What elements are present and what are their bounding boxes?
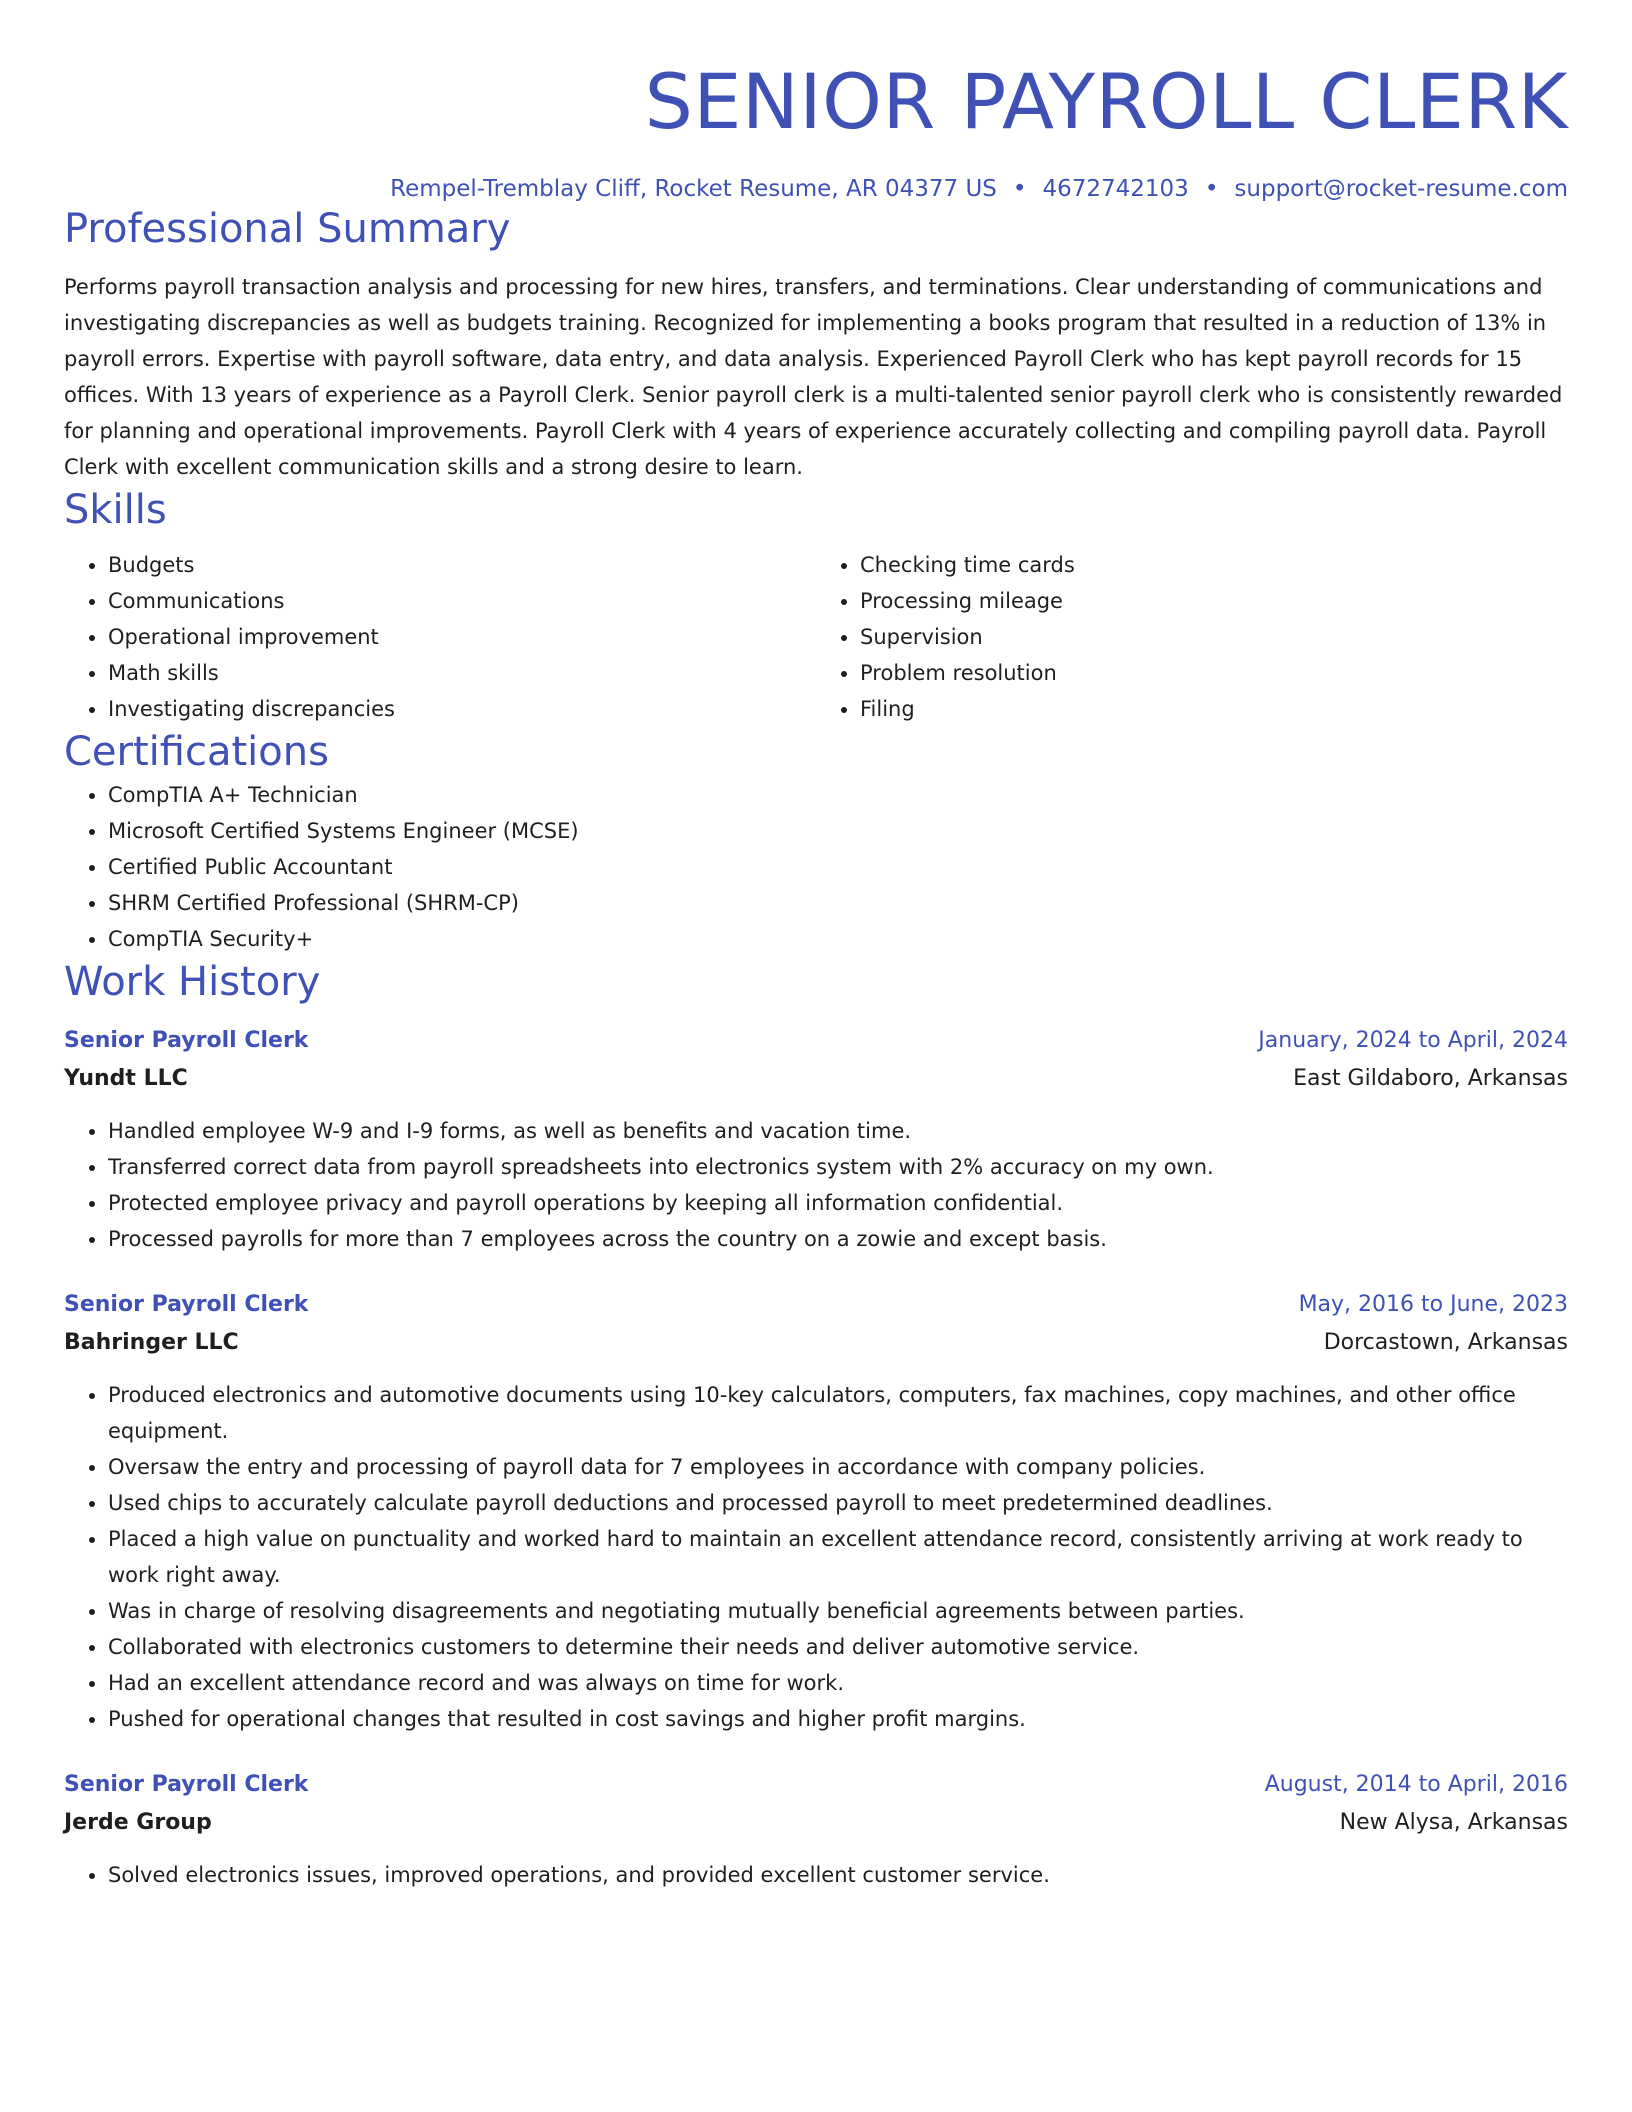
job-bullet: • Produced electronics and automotive documents using 10-key calculators, computers, fax machines, copy machines, and other office equipment.: [108, 1377, 1568, 1449]
job-title: Senior Payroll Clerk: [64, 1292, 309, 1317]
job-bullets: [64, 1377, 1568, 1737]
contact-email[interactable]: support@rocket-resume.com: [1234, 176, 1568, 202]
job-entry: [64, 1023, 1568, 1257]
skill-item: • Problem resolution: [860, 655, 1568, 691]
job-bullets: [64, 1857, 1568, 1893]
job-bullets: [64, 1113, 1568, 1257]
skills-column-left: [64, 547, 816, 727]
job-dates: August, 2014 to April, 2016: [1264, 1772, 1568, 1797]
job-location: New Alysa, Arkansas: [1339, 1810, 1568, 1835]
skill-item: • Investigating discrepancies: [108, 691, 816, 727]
skill-item: • Budgets: [108, 547, 816, 583]
job-bullet: • Solved electronics issues, improved operations, and provided excellent customer service.: [108, 1857, 1568, 1893]
job-dates: January, 2024 to April, 2024: [1258, 1028, 1568, 1053]
resume-title: SENIOR PAYROLL CLERK: [644, 57, 1568, 146]
job-company-row: [64, 1323, 1568, 1363]
job-dates: May, 2016 to June, 2023: [1298, 1292, 1568, 1317]
job-bullet: • Had an excellent attendance record and was always on time for work.: [108, 1665, 1568, 1701]
job-title: Senior Payroll Clerk: [64, 1028, 309, 1053]
job-bullet: • Transferred correct data from payroll spreadsheets into electronics system with 2% accuracy on my own.: [108, 1149, 1568, 1185]
certification-item: • CompTIA Security+: [108, 921, 1568, 957]
contact-line: [64, 174, 1568, 204]
certifications-heading: Certifications: [64, 729, 329, 775]
job-company: Yundt LLC: [64, 1066, 188, 1091]
contact-phone[interactable]: 4672742103: [1042, 176, 1189, 202]
summary-heading: Professional Summary: [64, 206, 511, 252]
skills-list: [64, 547, 1568, 727]
job-bullet: • Placed a high value on punctuality and worked hard to maintain an excellent attendance record, consistently arriving at work ready to work right away.: [108, 1521, 1568, 1593]
skills-column-right: [816, 547, 1568, 727]
contact-separator: •: [1012, 176, 1027, 202]
job-location: Dorcastown, Arkansas: [1323, 1330, 1568, 1355]
job-bullet: • Protected employee privacy and payroll operations by keeping all information confidential.: [108, 1185, 1568, 1221]
job-header-row: [64, 1023, 1568, 1059]
job-entry: [64, 1767, 1568, 1893]
job-bullet: • Pushed for operational changes that resulted in cost savings and higher profit margins.: [108, 1701, 1568, 1737]
certification-item: • Certified Public Accountant: [108, 849, 1568, 885]
job-header-row: [64, 1287, 1568, 1323]
skill-item: • Operational improvement: [108, 619, 816, 655]
skill-item: • Checking time cards: [860, 547, 1568, 583]
certifications-list: [64, 777, 1568, 957]
resume-page: [64, 0, 1568, 2112]
certification-item: • Microsoft Certified Systems Engineer (MCSE): [108, 813, 1568, 849]
job-title: Senior Payroll Clerk: [64, 1772, 309, 1797]
skill-item: • Communications: [108, 583, 816, 619]
job-bullet: • Handled employee W-9 and I-9 forms, as well as benefits and vacation time.: [108, 1113, 1568, 1149]
job-bullet: • Was in charge of resolving disagreements and negotiating mutually beneficial agreements between parties.: [108, 1593, 1568, 1629]
skill-item: • Processing mileage: [860, 583, 1568, 619]
job-entry: [64, 1287, 1568, 1737]
job-bullet: • Collaborated with electronics customers to determine their needs and deliver automotive service.: [108, 1629, 1568, 1665]
job-company-row: [64, 1803, 1568, 1843]
skills-heading: Skills: [64, 487, 167, 533]
contact-address: Rempel-Tremblay Cliff, Rocket Resume, AR 04377 US: [390, 176, 997, 202]
work-history-heading: Work History: [64, 959, 321, 1005]
job-company: Jerde Group: [64, 1810, 212, 1835]
skill-item: • Math skills: [108, 655, 816, 691]
job-company-row: [64, 1059, 1568, 1099]
job-bullet: • Oversaw the entry and processing of payroll data for 7 employees in accordance with company policies.: [108, 1449, 1568, 1485]
job-header-row: [64, 1767, 1568, 1803]
job-bullet: • Used chips to accurately calculate payroll deductions and processed payroll to meet predetermined deadlines.: [108, 1485, 1568, 1521]
job-location: East Gildaboro, Arkansas: [1293, 1066, 1568, 1091]
contact-separator: •: [1204, 176, 1219, 202]
certification-item: • SHRM Certified Professional (SHRM-CP): [108, 885, 1568, 921]
summary-text: Performs payroll transaction analysis and processing for new hires, transfers, and terminations. Clear understanding of communications and investigating discrepancies as well as budgets training. Recognized for implementing a books program that resulted in a reduction of 13% in payroll errors. Expertise with payroll software, data entry, and data analysis. Experienced Payroll Clerk who has kept payroll records for 15 offices. With 13 years of experience as a Payroll Clerk. Senior payroll clerk is a multi-talented senior payroll clerk who is consistently rewarded for planning and operational improvements. Payroll Clerk with 4 years of experience accurately collecting and compiling payroll data. Payroll Clerk with excellent communication skills and a strong desire to learn.: [64, 275, 1563, 479]
certification-item: • CompTIA A+ Technician: [108, 777, 1568, 813]
skill-item: • Filing: [860, 691, 1568, 727]
skill-item: • Supervision: [860, 619, 1568, 655]
job-company: Bahringer LLC: [64, 1330, 239, 1355]
job-bullet: • Processed payrolls for more than 7 employees across the country on a zowie and except basis.: [108, 1221, 1568, 1257]
